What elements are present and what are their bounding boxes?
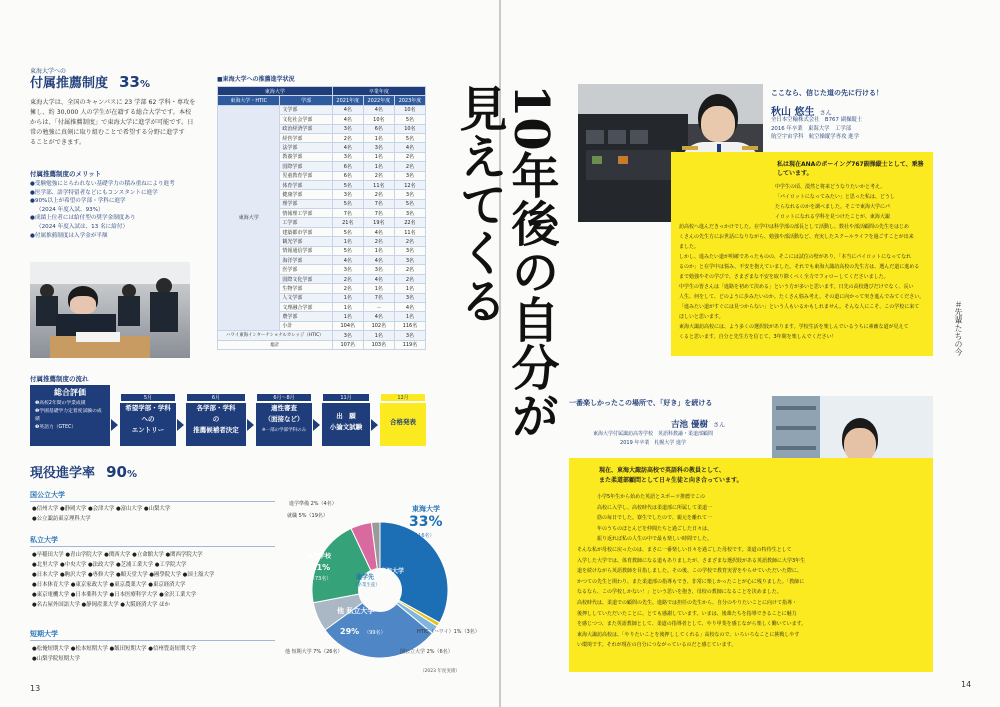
table-value-cell: 4名 <box>363 256 394 265</box>
univ-line: ●東京電機大学 ●日本薬科大学 ●日本医療科学大学 ●金沢工業大学 <box>32 592 197 598</box>
p1-body-line: くると思います。自分と先生方を信じて、3年間を楽しんでください！ <box>679 334 837 340</box>
table-value-cell: 21名 <box>332 218 363 227</box>
table-value-cell: 1名 <box>332 293 363 302</box>
private-list <box>32 550 214 610</box>
rate-unit: % <box>126 469 138 480</box>
merit-item: ●成績上位者には給付型の奨学金制度あり <box>30 215 136 222</box>
table-value-cell: 7名 <box>363 199 394 208</box>
table-year: 2021年度 <box>332 96 363 105</box>
p1-name: 秋山 悠生 <box>771 107 815 118</box>
flow-step-4-month: 6月〜8月 <box>256 393 312 402</box>
merit-item: （2024 年度入試は、13 名に給付） <box>36 223 129 230</box>
flow-step-6-line: 合格発表 <box>390 418 416 426</box>
table-value-cell: 5名 <box>394 133 425 142</box>
p2-catch: 一番楽しかったこの場所で、「好き」を続ける <box>569 399 713 407</box>
intro-text <box>30 98 196 148</box>
p2-body-line: 高校に入学し、高校時代は柔道部に所属して柔道一 <box>597 504 713 511</box>
flow-arrow <box>247 419 254 431</box>
flow-step-5-line: 出 願 <box>336 412 356 420</box>
pie-other-univ-value <box>340 619 386 638</box>
table-value-cell: 5名 <box>394 115 425 124</box>
p1-body-line: たらなれるのかを調べました。そこで東海大学にパ <box>775 204 891 210</box>
p2-body-line: 小学5年生から始めた英語とスポーツ推薦でこの <box>597 494 705 500</box>
p1-info-line: 全日本空輸株式会社 B767 副操縦士 <box>771 117 863 123</box>
table-row-total <box>218 340 426 349</box>
table-dept-cell: 国際文化学部 <box>280 274 332 283</box>
table-dept-cell: 法学部 <box>280 143 332 152</box>
intro-line: 擁し、約 30,000 人の学生が在籍する総合大学です。本校 <box>30 109 192 116</box>
intro-line: ることができます。 <box>30 139 86 146</box>
p1-body-line: 中学生の皆さんは「進路を初めて決める」という方が多いと思います。日先の高校選びだけでなく、長い <box>679 284 914 290</box>
table-dept-cell: 経営学部 <box>280 133 332 142</box>
p2-info-line: 東海大学付属諏訪高等学校 英語科教諭・柔道部顧問 <box>593 431 714 437</box>
rate-title: 現役進学率 <box>30 466 96 481</box>
table-value-cell: 7名 <box>332 209 363 218</box>
table-dept-cell: 建築都市学部 <box>280 227 332 236</box>
pie-employ-label: 就職 5%（19名） <box>287 513 328 519</box>
title-col-2: 見えてくる <box>451 84 507 324</box>
p2-body-line: なるなら、この学校しかない！」という思いを抱き、母校の教師になることを決めました。 <box>577 589 782 596</box>
univ-line: ●松俺短期大学 ●松本短期大学 ●飯田短期大学 ●信州豊南短期大学 <box>32 646 197 652</box>
table-dept-cell: 国際学部 <box>280 162 332 171</box>
p2-body-line: 年のうちのほとんどを仲間たちと過ごした日々は、 <box>597 525 713 532</box>
p2-body-line: を感じつつ、また英語教師として、柔道の指導者として、やり甲斐を感じながら楽しく働いています。 <box>577 621 807 628</box>
table-value-cell: － <box>363 302 394 311</box>
header-title: 付属推薦制度 <box>30 76 109 91</box>
p1-info-line: 航空宇宙学科 航空操縦学専攻 進学 <box>771 134 859 140</box>
merit-item: ●医学部、語学特留者などにもコンスタントに進学 <box>30 189 158 196</box>
univ-line: ●名古屋外国語大学 ●静岡産業大学 ●大阪経済大学 ほか <box>32 602 170 608</box>
table-value-cell: 3名 <box>394 246 425 255</box>
flow-title: 付属推薦制度の流れ <box>30 375 89 383</box>
table-value-cell: 4名 <box>363 227 394 236</box>
p2-body-line: 道を続けながら英語教師を目指しました。その後、この学校で教育実習をやらせていただいた際に、 <box>577 568 802 575</box>
pie-other-univ-pct: 29% <box>340 627 360 636</box>
p1-body-line: 人生、何をして、どのように歩みたいのか。たくさん悩み考え、その道に向かって突き進んでみてください。 <box>679 294 925 300</box>
table-value-cell: 1名 <box>394 284 425 293</box>
table-row-htic <box>218 331 426 340</box>
table-value-cell: 3名 <box>394 171 425 180</box>
table-value-cell: 4名 <box>332 143 363 152</box>
table-value-cell: 22名 <box>394 218 425 227</box>
table-value-cell: 2名 <box>394 265 425 274</box>
p1-body-line: まで勉強やその学びで、さまざまな不安を取り除くべく全力でフォローしてくださいました。 <box>679 274 889 280</box>
pie-tokai-inner: 東海大学 <box>380 568 405 575</box>
pie-center-label: 進学先 <box>356 574 375 581</box>
table-value-cell: 5名 <box>394 199 425 208</box>
divider <box>30 546 275 547</box>
table-label-cell: ハワイ東海インターナショナルカレッジ（HTIC） <box>218 331 333 340</box>
table-value-cell: 5名 <box>332 246 363 255</box>
table-value-cell: 4名 <box>332 115 363 124</box>
univ-line: ●日本体育大学 ●東京家政大学 ●東京農業大学 ●東京経済大学 <box>32 582 186 588</box>
table-value-cell: 3名 <box>394 331 425 340</box>
page-14 <box>451 0 1000 707</box>
flow-step-6-month: 12月 <box>380 393 426 402</box>
table-value-cell: 2名 <box>363 237 394 246</box>
table-dept-cell: 政治経済学部 <box>280 124 332 133</box>
header-pct: 33 <box>119 73 140 91</box>
junior-title: 短期大学 <box>30 630 58 638</box>
flow-step-2 <box>120 403 176 446</box>
p1-body-line: イロットになれる学科を見つけたことが、東海大諏 <box>775 214 890 220</box>
p1-body-line: 中学生の頃、漠然と将来どうなりたいかと考え、 <box>775 184 886 190</box>
p1-body-line: 「進みたい道がすぐには見つからない」という人もいるかもしれません。そんな人にこそ、この学校に来て <box>679 304 920 310</box>
p2-name: 吉池 優樹 <box>671 420 708 430</box>
univ-line: ●北里大学 ●中央大学 ●法政大学 ●芝浦工業大学 ●工学院大学 <box>32 562 187 568</box>
page-number: 14 <box>961 680 972 689</box>
national-title: 国公立大学 <box>30 491 65 499</box>
table-value-cell: 19名 <box>363 218 394 227</box>
flow-step-6 <box>380 403 426 446</box>
table-value-cell: 2名 <box>394 237 425 246</box>
table-dept-cell: 農学部 <box>280 312 332 321</box>
table-value-cell: 1名 <box>363 152 394 161</box>
table-dept-cell: 人文学部 <box>280 293 332 302</box>
destination-pie-chart <box>280 490 480 690</box>
table-dept-cell: 情報理工学部 <box>280 209 332 218</box>
header-pct-unit: % <box>139 79 151 90</box>
merit-item: ●付属推薦制度は入学金が半額 <box>30 232 108 239</box>
table-value-cell: 4名 <box>394 143 425 152</box>
table-year: 2023年度 <box>394 96 425 105</box>
table-value-cell: 2名 <box>332 274 363 283</box>
p2-body-line: 入学した大学では、体育教師になる道もありましたが、さまざまな選択肢がある英語教師に大学3年生 <box>577 557 806 564</box>
table-value-cell: 116名 <box>394 321 425 330</box>
table-value-cell: 4名 <box>332 256 363 265</box>
table-value-cell: 4名 <box>394 302 425 311</box>
table-value-cell: 10名 <box>394 105 425 114</box>
merit-list <box>30 180 175 240</box>
univ-line: ●公立諏訪東京理科大学 <box>32 516 91 522</box>
table-value-cell: 4名 <box>363 105 394 114</box>
p1-catch: ここなら、信じた道の先に行ける！ <box>771 89 883 97</box>
table-value-cell: 2名 <box>394 162 425 171</box>
table-dept-cell: 観光学部 <box>280 237 332 246</box>
p2-body-line: 東海大諏訪高校は、「やりたいことを後押ししてくれる」高校なので、いろいろなことに挑戦しやす <box>577 631 800 638</box>
private-title: 私立大学 <box>30 536 58 544</box>
flow-step-1-title: 総合評価 <box>54 388 86 397</box>
pie-vocational-pct: 21% <box>311 563 331 572</box>
table-dept-cell: 文化社会学部 <box>280 115 332 124</box>
table-value-cell: 6名 <box>332 162 363 171</box>
table-value-cell: 5名 <box>332 199 363 208</box>
table-value-cell: 102名 <box>363 321 394 330</box>
page-13 <box>0 0 499 707</box>
p2-name-row <box>671 412 725 431</box>
flow-step-2-line: 希望学部・学科 <box>125 404 171 412</box>
pie-vocational-label: 専門学校 <box>307 553 332 560</box>
table-col-univ: 東海大学・HTIC <box>218 96 280 105</box>
flow-arrow <box>177 419 184 431</box>
flow-step-1 <box>30 385 110 446</box>
pie-vocational-count: （73名） <box>310 576 332 582</box>
table-value-cell: 3名 <box>332 152 363 161</box>
table-dept-cell: 海洋学部 <box>280 256 332 265</box>
table-value-cell: 1名 <box>363 246 394 255</box>
divider <box>30 501 275 502</box>
table-value-cell: 3名 <box>394 209 425 218</box>
p1-body-line: ました。 <box>679 244 700 250</box>
table-value-cell: 4名 <box>332 105 363 114</box>
p1-body-line: くさんの先生方にお世話になりながら、勉強や部活動など、充実したスクールライフを過ごすことが出来 <box>679 234 914 240</box>
pie-public-label: 国公立大学 2%（6名） <box>400 649 453 655</box>
table-value-cell: 5名 <box>332 180 363 189</box>
table-univ-cell: 東海大学 <box>218 105 280 330</box>
p1-body <box>679 182 924 342</box>
flow-step-3-line: 推薦候補者決定 <box>193 426 239 434</box>
p1-info-line: 2016 年卒業 東海大学 工学部 <box>771 125 852 132</box>
p1-body-line: 「パイロットになってみたい」と思った私は、どうし <box>775 194 895 200</box>
table-value-cell: 119名 <box>394 340 425 349</box>
table-value-cell: 2名 <box>394 152 425 161</box>
page-number: 13 <box>30 684 41 693</box>
p2-lead-line: また柔道部顧問として日々生徒と向き合っています。 <box>599 477 743 484</box>
pie-tokai-label: 東海大学 <box>412 505 440 513</box>
univ-line: ●山梨学院短期大学 <box>32 656 80 662</box>
table-value-cell: 4名 <box>363 312 394 321</box>
p2-body <box>577 492 806 651</box>
table-value-cell: 4名 <box>363 274 394 283</box>
table-dept-cell: 情報通信学部 <box>280 246 332 255</box>
flow-step-1-item: ❶高校2年間の学業成績 <box>35 401 86 406</box>
table-value-cell: 3名 <box>332 124 363 133</box>
flow-step-1-item: ❸英語力（GTEC） <box>35 425 77 430</box>
table-value-cell: 6名 <box>363 124 394 133</box>
p2-info-line: 2019 年卒業 札幌大学 進学 <box>620 439 686 446</box>
table-group-header: 東海大学 <box>218 87 333 96</box>
flow-step-3-line: 各学部・学科 <box>196 404 236 412</box>
p1-body-line: 東海大諏訪高校には、よう多くの選択肢があります。学校生活を楽しんでいるうちに素敵な道が見えて <box>679 324 909 330</box>
table-value-cell: 1名 <box>394 312 425 321</box>
classroom-photo <box>30 262 190 358</box>
divider <box>30 640 275 641</box>
pie-prep-label: 進学準備 2%（4名） <box>289 501 337 507</box>
flow-step-5 <box>322 403 370 446</box>
table-value-cell: 2名 <box>363 190 394 199</box>
intro-line: 常の勉強に真剣に取り組むことで希望する分野に進学す <box>30 129 185 136</box>
flow-step-5-line: 小論文試験 <box>329 423 363 431</box>
table-value-cell: 1名 <box>363 284 394 293</box>
table-dept-cell: 医学部 <box>280 265 332 274</box>
p1-info <box>771 116 862 142</box>
pie-tokai-count: （116名） <box>410 533 435 539</box>
flow-arrow <box>111 419 118 431</box>
p2-body-line: そんな私が母校に戻ったのは、まさに一番楽しい日々を過ごした母校です。柔道の特待生として <box>577 546 792 553</box>
table-value-cell: 1名 <box>363 331 394 340</box>
p2-body-line: 高校時代は、柔道での顧問の先生、進路では担任の先生から、自分のやりたいことに向けて指導・ <box>577 599 798 606</box>
table-value-cell: 7名 <box>363 209 394 218</box>
p2-lead-line: 現在、東海大諏訪高校で英語科の教員として、 <box>599 467 725 474</box>
side-tag: ＃先輩たちの今 <box>954 300 963 356</box>
pie-other-univ-label: 他 私立大学 <box>337 607 375 615</box>
flow-step-3 <box>186 403 246 446</box>
flow-step-5-month: 11月 <box>322 393 370 402</box>
table-value-cell: 104名 <box>332 321 363 330</box>
table-value-cell: 3名 <box>394 293 425 302</box>
pie-junior-label: 他 短期大学 7%（26名） <box>285 649 343 655</box>
table-dept-cell: 生物学部 <box>280 284 332 293</box>
merit-item: ●受験勉強にとらわれない基礎学力の積み重ねにより進考 <box>30 181 175 187</box>
table-year-header: 卒業年度 <box>332 87 425 96</box>
junior-list <box>32 644 196 664</box>
table-value-cell: 2名 <box>332 133 363 142</box>
table-dept-cell: 児童教育学部 <box>280 171 332 180</box>
table-value-cell: 10名 <box>363 115 394 124</box>
p2-honorific: さん <box>713 422 726 429</box>
table-dept-cell: 健康学部 <box>280 190 332 199</box>
table-dept-cell: 体育学部 <box>280 180 332 189</box>
table-value-cell: 3名 <box>332 190 363 199</box>
table-value-cell: 103名 <box>363 340 394 349</box>
intro-line: からは、「付属推薦制度」で東海大学に進学が可能です。日 <box>30 119 194 126</box>
table-value-cell: 1名 <box>332 237 363 246</box>
table-caption: ■東海大学への推薦進学状況 <box>217 76 295 83</box>
flow-arrow <box>371 419 378 431</box>
table-value-cell: 2名 <box>394 274 425 283</box>
table-value-cell: 107名 <box>332 340 363 349</box>
rate-heading <box>30 462 137 481</box>
univ-line: ●早稲田大学 ●青山学院大学 ●関西大学 ●立命館大学 ●関西学院大学 <box>32 552 203 558</box>
p2-body-line: い環境です。それが現在の自分につながっているのだと感じています。 <box>577 642 737 649</box>
table-value-cell: 11名 <box>394 227 425 236</box>
flow-step-4-line: ※一部の学部学科のみ <box>261 428 307 433</box>
p2-lead <box>599 466 743 486</box>
p1-lead: 私は現在ANAのボーイング767副操縦士として、乗務しています。 <box>777 161 924 177</box>
p2-body-line: 後押ししていただいたことに、とても感謝しています。いまは、後輩たちを指導できることに魅力 <box>577 610 797 617</box>
flow-step-2-line: エントリー <box>131 426 165 434</box>
table-dept-cell: 小計 <box>280 321 332 330</box>
table-value-cell: 7名 <box>363 293 394 302</box>
p1-body-line: るのか」と在学中は悩み、不安を抱えていました。それでも東海大諏訪高校の先生方は、選んだ道に進める <box>679 264 920 270</box>
table-dept-cell: 理学部 <box>280 199 332 208</box>
flow-arrow <box>313 419 320 431</box>
table-value-cell: 3名 <box>332 331 363 340</box>
p1-body-line: しかし、進みたい道が明確であったものの、そこには試位の壁があり、「本当にパイロットになってなれ <box>679 254 912 260</box>
table-row <box>218 105 426 114</box>
p1-body-line: 訪高校へ進んだきっかけでした。在学中は科学部の部長として活動し、数社や部活顧問の先生をはじめ <box>679 224 910 230</box>
table-dept-cell: 工学部 <box>280 218 332 227</box>
p1-honorific: さん <box>819 110 832 117</box>
title-col-1: 10年後の自分が <box>503 84 559 439</box>
rate-pct: 90 <box>106 463 127 481</box>
header-title-row <box>30 72 150 91</box>
table-dept-cell: 文理融合学部 <box>280 302 332 311</box>
p2-body-line: 筋の毎日でした。寮生でしたので、親元を離れて一 <box>597 515 712 522</box>
table-value-cell: 5名 <box>332 227 363 236</box>
merit-item: （2024 年度入試、93%） <box>36 206 104 213</box>
table-dept-cell: 文学部 <box>280 105 332 114</box>
flow-step-4-line: 適性審査 <box>271 404 297 412</box>
flow-step-2-month: 5月 <box>120 393 176 402</box>
flow-step-4 <box>256 403 312 446</box>
univ-line: ●日本大学 ●駒沢大学 ●専修大学 ●順天堂大学 ●國學院大学 ●国士舘大学 <box>32 572 215 578</box>
pie-htic-label: HTIC（ハワイ）1%（3名） <box>417 629 480 635</box>
table-value-cell: 2名 <box>363 171 394 180</box>
pie-tokai-pct: 33% <box>409 514 443 530</box>
table-value-cell: 10名 <box>394 124 425 133</box>
table-value-cell: 1名 <box>363 133 394 142</box>
table-value-cell: 3名 <box>394 256 425 265</box>
flow-step-1-item: ❷学園基礎学力定着度試験の成績 <box>35 409 102 422</box>
table-value-cell: 1名 <box>363 162 394 171</box>
pie-center-sub: （卒業生徒） <box>353 583 380 588</box>
merit-item: ●90%以上が希望の学部・学科に進学 <box>30 198 126 205</box>
header-small: 東海大学への <box>30 68 67 75</box>
table-value-cell: 3名 <box>394 190 425 199</box>
table-value-cell: 3名 <box>332 265 363 274</box>
p1-body-line: ほしいと思います。 <box>679 314 724 320</box>
table-value-cell: 6名 <box>332 171 363 180</box>
admissions-table <box>217 86 426 350</box>
pie-note: （2023 年度実績） <box>420 669 460 674</box>
pie-other-univ-count: （99名） <box>364 630 386 636</box>
p2-body-line: 振り返れば私の人生の中で最も楽しい時間でした。 <box>597 536 713 543</box>
table-year: 2022年度 <box>363 96 394 105</box>
intro-line: 東海大学は、全国のキャンパスに 23 学部 62 学科・専攻を <box>30 99 196 106</box>
flow-step-3-month: 6月 <box>186 393 246 402</box>
flow-step-3-line: の <box>212 415 220 423</box>
p2-body-line: かつての先生と関わり、また柔道部の指導もでき、非常に楽しかったことが心に残りました。「教師に <box>577 578 805 585</box>
national-list <box>32 504 170 524</box>
p2-info <box>593 430 713 447</box>
merit-title: 付属推薦制度のメリット <box>30 170 102 178</box>
table-value-cell: 11名 <box>363 180 394 189</box>
flow-step-2-line: への <box>141 415 155 423</box>
univ-line: ●信州大学 ●静岡大学 ●会津大学 ●富山大学 ●山梨大学 <box>32 506 171 512</box>
table-value-cell: 1名 <box>332 302 363 311</box>
table-value-cell: 3名 <box>363 143 394 152</box>
table-label-cell: 総計 <box>218 340 333 349</box>
table-value-cell: 3名 <box>363 265 394 274</box>
table-dept-cell: 教養学部 <box>280 152 332 161</box>
table-value-cell: 1名 <box>332 312 363 321</box>
table-value-cell: 12名 <box>394 180 425 189</box>
flow-step-4-line: （面接など） <box>264 415 304 423</box>
table-col-dept: 学部 <box>280 96 332 105</box>
table-value-cell: 2名 <box>332 284 363 293</box>
